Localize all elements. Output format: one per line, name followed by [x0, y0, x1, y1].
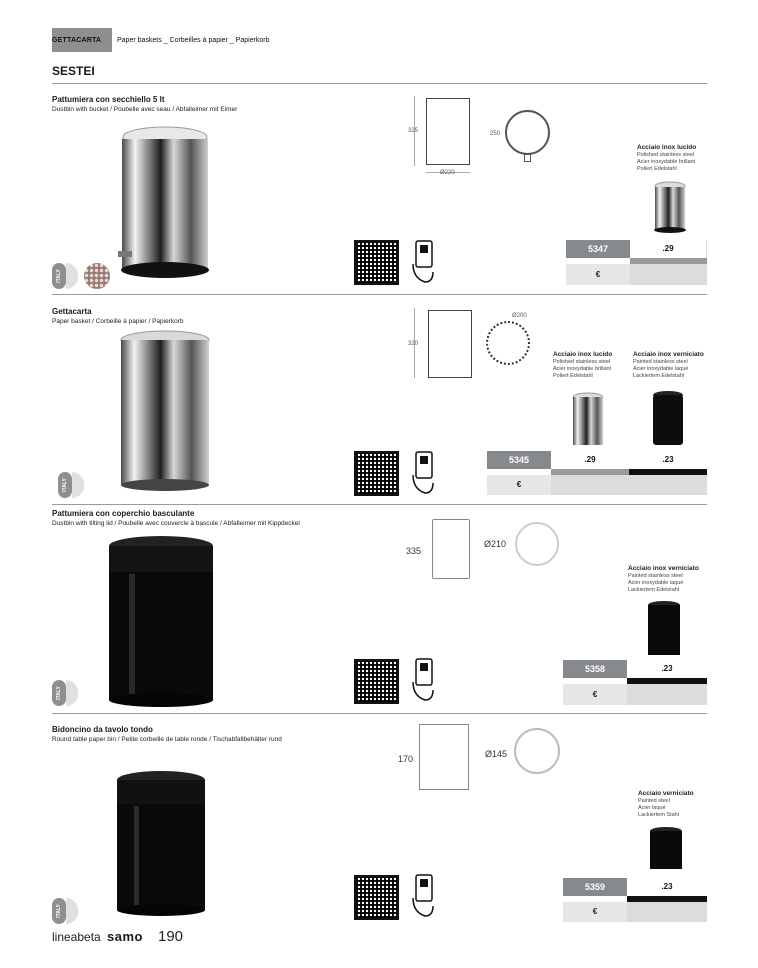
finish-thumbnail	[646, 600, 682, 660]
category-subtitle: Paper baskets _ Corbeilles à papier _ Papierkorb	[117, 37, 270, 44]
finish-title: Acciaio inox lucido	[637, 144, 697, 151]
product-subtitle: Dustbin with bucket / Poubelle avec seau / Abfalleimer mit Eimer	[52, 106, 238, 113]
finish-thumbnail	[650, 180, 690, 236]
dim-height: 320	[408, 341, 419, 347]
product-title: Gettacarta	[52, 307, 92, 316]
tech-drawing-front	[432, 519, 470, 579]
dim-diameter: Ø210	[484, 539, 507, 549]
product-code: 5358	[563, 660, 627, 678]
finish-thumbnail	[570, 392, 606, 450]
dim-height: 325	[408, 128, 419, 134]
price-currency: €	[563, 902, 627, 922]
price-code: .23	[629, 451, 707, 469]
product-code: 5359	[563, 878, 627, 896]
product-subtitle: Dustbin with tilting lid / Poubelle avec couvercle à bascule / Abfalleimer mit Kippdeckel	[52, 520, 300, 527]
price-code: .29	[551, 451, 629, 469]
made-in-badge: ITALY	[58, 472, 72, 498]
tech-drawing-front	[428, 310, 472, 378]
price-code: .29	[630, 240, 707, 258]
product-subtitle: Round table paper bin / Petite corbeille de table ronde / Tischabfallbehälter rund	[52, 736, 282, 743]
price-currency: €	[566, 264, 630, 285]
tilting-lid-bin-image	[105, 534, 217, 709]
finish-title: Acciaio inox verniciato	[628, 565, 699, 572]
phone-scan-icon	[410, 658, 436, 702]
price-currency: €	[563, 684, 627, 705]
round-table-bin-image	[112, 770, 210, 920]
tech-drawing-top	[515, 522, 559, 566]
product-title: Pattumiera con secchiello 5 lt	[52, 95, 165, 104]
dim-diameter: Ø220	[440, 170, 455, 176]
footer-brand-line: lineabeta	[52, 930, 101, 944]
dim-height: 335	[406, 546, 422, 556]
divider	[52, 83, 707, 84]
qr-code[interactable]	[354, 875, 399, 920]
dim-depth: 250	[490, 131, 501, 137]
price-currency: €	[487, 475, 551, 495]
pedal-bin-image	[110, 115, 220, 285]
tech-drawing-top	[514, 728, 560, 774]
recycle-pattern-icon	[84, 263, 110, 289]
finish-thumbnail	[648, 826, 684, 874]
price-code: .23	[627, 878, 707, 896]
made-in-badge: ITALY	[52, 263, 66, 289]
paper-basket-image	[115, 330, 215, 495]
divider	[52, 504, 707, 505]
product-code: 5345	[487, 451, 551, 469]
tech-drawing-top	[505, 110, 550, 155]
dim-height: 170	[398, 754, 414, 764]
footer-brand-logo: samo	[107, 929, 143, 944]
qr-code[interactable]	[354, 659, 399, 704]
category-label: GETTACARTA	[52, 37, 102, 44]
dim-diameter: Ø145	[485, 749, 508, 759]
product-code: 5347	[566, 240, 630, 258]
finish-title: Acciaio verniciato	[638, 790, 694, 797]
finish-title: Acciaio inox lucido	[553, 351, 613, 358]
divider	[52, 294, 707, 295]
tech-drawing-top	[486, 321, 530, 365]
tech-drawing-front	[426, 98, 470, 165]
series-title: SESTEI	[52, 64, 95, 78]
divider	[52, 713, 707, 714]
qr-code[interactable]	[354, 451, 399, 496]
qr-code[interactable]	[354, 240, 399, 285]
price-code: .23	[627, 660, 707, 678]
phone-scan-icon	[410, 451, 436, 495]
finish-thumbnail	[650, 390, 686, 450]
made-in-badge: ITALY	[52, 898, 66, 924]
finish-title: Acciaio inox verniciato	[633, 351, 704, 358]
dim-diameter: Ø200	[512, 313, 527, 319]
tech-drawing-front	[419, 724, 469, 790]
phone-scan-icon	[410, 240, 436, 284]
made-in-badge: ITALY	[52, 680, 66, 706]
product-title: Pattumiera con coperchio basculante	[52, 509, 195, 518]
page-number: 190	[158, 928, 184, 945]
product-subtitle: Paper basket / Corbeille à papier / Papierkorb	[52, 318, 184, 325]
phone-scan-icon	[410, 874, 436, 918]
product-title: Bidoncino da tavolo tondo	[52, 725, 153, 734]
